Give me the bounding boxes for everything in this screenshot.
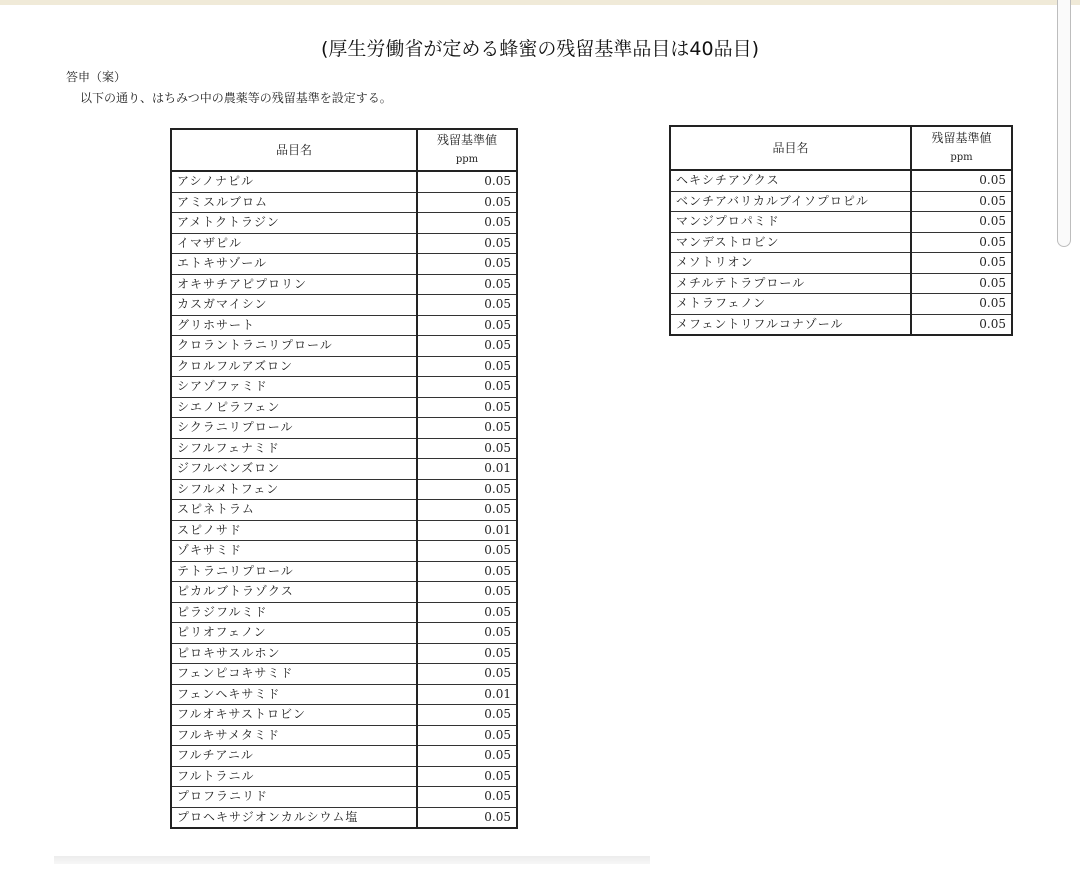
vertical-scrollbar[interactable] xyxy=(1057,0,1071,247)
document-scan-shadow xyxy=(54,856,650,864)
residue-table-left-body xyxy=(171,171,517,828)
table-row xyxy=(670,170,1012,191)
item-name-cell: シフルフェナミド xyxy=(171,438,417,459)
table-row xyxy=(670,273,1012,294)
residue-value-cell: 0.05 xyxy=(911,191,1012,212)
residue-value-cell: 0.05 xyxy=(417,295,517,316)
residue-value-cell: 0.05 xyxy=(417,479,517,500)
item-name-cell: プロフラニリド xyxy=(171,787,417,808)
item-name-cell: アミスルブロム xyxy=(171,192,417,213)
residue-value-cell: 0.05 xyxy=(417,561,517,582)
residue-table-left xyxy=(170,128,518,829)
table-row xyxy=(171,356,517,377)
residue-value-cell: 0.05 xyxy=(417,623,517,644)
table-row xyxy=(171,171,517,192)
item-name-cell: シクラニリプロール xyxy=(171,418,417,439)
table-row xyxy=(171,787,517,808)
table-row xyxy=(171,746,517,767)
residue-value-cell: 0.05 xyxy=(417,254,517,275)
item-name-cell: アメトクトラジン xyxy=(171,213,417,234)
column-header-name: 品目名 xyxy=(171,129,417,171)
top-border-strip xyxy=(0,0,1080,5)
table-row xyxy=(171,664,517,685)
column-header-value xyxy=(417,129,517,171)
residue-value-cell: 0.05 xyxy=(417,315,517,336)
table-row xyxy=(171,438,517,459)
document-caption-title: 答申（案） xyxy=(66,70,127,84)
item-name-cell: フルトラニル xyxy=(171,766,417,787)
residue-value-cell: 0.01 xyxy=(417,520,517,541)
residue-value-cell: 0.05 xyxy=(417,274,517,295)
residue-value-cell: 0.05 xyxy=(911,232,1012,253)
item-name-cell: ピカルブトラゾクス xyxy=(171,582,417,603)
item-name-cell: ピロキサスルホン xyxy=(171,643,417,664)
item-name-cell: フルオキサストロビン xyxy=(171,705,417,726)
item-name-cell: フルチアニル xyxy=(171,746,417,767)
table-row xyxy=(670,314,1012,335)
table-row xyxy=(171,418,517,439)
item-name-cell: クロルフルアズロン xyxy=(171,356,417,377)
item-name-cell: イマザピル xyxy=(171,233,417,254)
table-row xyxy=(171,541,517,562)
residue-value-cell: 0.01 xyxy=(417,684,517,705)
item-name-cell: プロヘキサジオンカルシウム塩 xyxy=(171,807,417,828)
document-caption-text: 以下の通り、はちみつ中の農薬等の残留基準を設定する。 xyxy=(80,91,392,105)
item-name-cell: マンデストロビン xyxy=(670,232,911,253)
item-name-cell: シエノピラフェン xyxy=(171,397,417,418)
item-name-cell: メフェントリフルコナゾール xyxy=(670,314,911,335)
table-row xyxy=(171,479,517,500)
table-row xyxy=(171,705,517,726)
residue-value-cell: 0.05 xyxy=(417,643,517,664)
table-row xyxy=(171,602,517,623)
table-row xyxy=(171,459,517,480)
column-header-unit: ppm xyxy=(455,154,479,165)
item-name-cell: ヘキシチアゾクス xyxy=(670,170,911,191)
table-row xyxy=(670,253,1012,274)
table-row xyxy=(171,725,517,746)
item-name-cell: グリホサート xyxy=(171,315,417,336)
table-row xyxy=(171,643,517,664)
column-header-value-label: 残留基準値 xyxy=(931,131,992,145)
item-name-cell: オキサチアピプロリン xyxy=(171,274,417,295)
column-header-unit: ppm xyxy=(950,152,973,163)
residue-table-right xyxy=(669,125,1013,336)
item-name-cell: ゾキサミド xyxy=(171,541,417,562)
item-name-cell: シアゾファミド xyxy=(171,377,417,398)
table-row xyxy=(171,684,517,705)
table-row xyxy=(171,397,517,418)
table-row xyxy=(171,315,517,336)
residue-value-cell: 0.05 xyxy=(417,787,517,808)
table-row xyxy=(171,500,517,521)
residue-table-right-body xyxy=(670,170,1012,335)
residue-value-cell: 0.05 xyxy=(417,541,517,562)
item-name-cell: クロラントラニリプロール xyxy=(171,336,417,357)
page-heading: (厚生労働省が定める蜂蜜の残留基準品目は40品目) xyxy=(320,38,759,60)
item-name-cell: フェンピコキサミド xyxy=(171,664,417,685)
residue-value-cell: 0.05 xyxy=(911,314,1012,335)
residue-value-cell: 0.05 xyxy=(911,212,1012,233)
column-header-value-label: 残留基準値 xyxy=(436,133,497,147)
table-row xyxy=(171,213,517,234)
residue-value-cell: 0.05 xyxy=(417,233,517,254)
residue-value-cell: 0.05 xyxy=(417,664,517,685)
column-header-name: 品目名 xyxy=(670,126,911,170)
table-row xyxy=(171,274,517,295)
residue-value-cell: 0.05 xyxy=(911,273,1012,294)
residue-value-cell: 0.05 xyxy=(911,294,1012,315)
residue-value-cell: 0.05 xyxy=(417,766,517,787)
item-name-cell: テトラニリプロール xyxy=(171,561,417,582)
residue-value-cell: 0.05 xyxy=(417,582,517,603)
item-name-cell: メトラフェノン xyxy=(670,294,911,315)
item-name-cell: アシノナピル xyxy=(171,171,417,192)
table-row xyxy=(171,582,517,603)
item-name-cell: フルキサメタミド xyxy=(171,725,417,746)
table-row xyxy=(670,294,1012,315)
column-header-value xyxy=(911,126,1012,170)
table-row xyxy=(171,233,517,254)
item-name-cell: フェンヘキサミド xyxy=(171,684,417,705)
table-row xyxy=(171,623,517,644)
residue-value-cell: 0.05 xyxy=(417,746,517,767)
item-name-cell: エトキサゾール xyxy=(171,254,417,275)
item-name-cell: ジフルベンズロン xyxy=(171,459,417,480)
item-name-cell: カスガマイシン xyxy=(171,295,417,316)
residue-value-cell: 0.05 xyxy=(417,171,517,192)
table-row xyxy=(670,191,1012,212)
table-row xyxy=(171,766,517,787)
residue-value-cell: 0.05 xyxy=(417,418,517,439)
residue-value-cell: 0.01 xyxy=(417,459,517,480)
item-name-cell: ベンチアバリカルブイソプロピル xyxy=(670,191,911,212)
item-name-cell: ピリオフェノン xyxy=(171,623,417,644)
table-row xyxy=(171,377,517,398)
item-name-cell: ピラジフルミド xyxy=(171,602,417,623)
residue-value-cell: 0.05 xyxy=(417,438,517,459)
item-name-cell: メソトリオン xyxy=(670,253,911,274)
item-name-cell: メチルテトラプロール xyxy=(670,273,911,294)
residue-value-cell: 0.05 xyxy=(417,725,517,746)
residue-value-cell: 0.05 xyxy=(911,170,1012,191)
item-name-cell: シフルメトフェン xyxy=(171,479,417,500)
residue-value-cell: 0.05 xyxy=(417,807,517,828)
residue-value-cell: 0.05 xyxy=(417,500,517,521)
table-row xyxy=(171,295,517,316)
table-row xyxy=(171,192,517,213)
table-row xyxy=(670,212,1012,233)
item-name-cell: スピノサド xyxy=(171,520,417,541)
table-row xyxy=(171,336,517,357)
table-row xyxy=(171,520,517,541)
residue-value-cell: 0.05 xyxy=(417,213,517,234)
residue-value-cell: 0.05 xyxy=(417,336,517,357)
residue-value-cell: 0.05 xyxy=(417,602,517,623)
item-name-cell: マンジプロパミド xyxy=(670,212,911,233)
residue-value-cell: 0.05 xyxy=(417,192,517,213)
table-row xyxy=(171,561,517,582)
residue-value-cell: 0.05 xyxy=(417,377,517,398)
table-row xyxy=(670,232,1012,253)
table-row xyxy=(171,807,517,828)
residue-value-cell: 0.05 xyxy=(417,397,517,418)
residue-value-cell: 0.05 xyxy=(417,705,517,726)
table-row xyxy=(171,254,517,275)
residue-value-cell: 0.05 xyxy=(417,356,517,377)
item-name-cell: スピネトラム xyxy=(171,500,417,521)
residue-value-cell: 0.05 xyxy=(911,253,1012,274)
